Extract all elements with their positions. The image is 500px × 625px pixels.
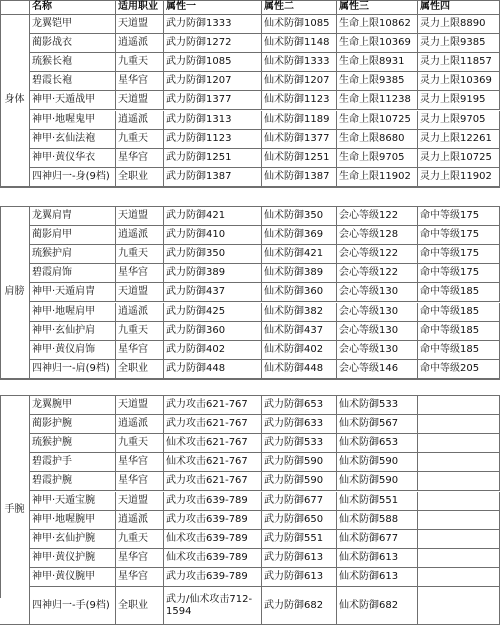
table-cell: 龙翼腕甲	[30, 396, 116, 415]
table-cell: 生命上限11902	[337, 168, 418, 187]
table-cell	[418, 530, 500, 549]
table-cell: 逍遥派	[116, 415, 164, 434]
table-cell: 武力防御590	[262, 453, 337, 472]
table-cell: 仙术防御588	[337, 511, 418, 530]
table-cell: 仙术攻击621-767	[164, 453, 262, 472]
table-cell: 仙术防御1148	[262, 34, 337, 53]
table-cell: 武力防御1272	[164, 34, 262, 53]
table-cell: 武力攻击639-789	[164, 511, 262, 530]
table-cell: 逍遥派	[116, 226, 164, 245]
table-cell: 神甲·玄仙护肩	[30, 322, 116, 341]
table-cell: 仙术防御448	[262, 360, 337, 379]
table-cell: 碧霞护手	[30, 453, 116, 472]
table-cell: 仙术防御682	[337, 587, 418, 625]
table-cell: 仙术防御1251	[262, 149, 337, 168]
table-cell: 武力防御360	[164, 322, 262, 341]
table-cell: 神甲·黄仪护腕	[30, 549, 116, 568]
table-cell: 仙术防御1333	[262, 53, 337, 72]
table-cell: 武力防御1377	[164, 91, 262, 110]
table-cell: 星华宫	[116, 549, 164, 568]
table-cell: 武力防御653	[262, 396, 337, 415]
table-cell: 灵力上限12261	[418, 130, 500, 149]
table-cell: 逍遥派	[116, 511, 164, 530]
table-cell: 武力防御1123	[164, 130, 262, 149]
table-cell: 神甲·天遁战甲	[30, 91, 116, 110]
table-cell: 天道盟	[116, 15, 164, 34]
table-cell: 仙术防御677	[337, 530, 418, 549]
column-header: 属性三	[337, 0, 418, 15]
table-cell: 龙翼肩胄	[30, 207, 116, 226]
section-label: 手腕	[0, 396, 30, 625]
column-header: 适用职业	[116, 0, 164, 15]
table-cell: 武力防御633	[262, 415, 337, 434]
column-header: 属性一	[164, 0, 262, 15]
table-cell: 仙术防御350	[262, 207, 337, 226]
table-cell: 会心等级128	[337, 226, 418, 245]
table-cell: 仙术防御653	[337, 434, 418, 453]
table-cell: 仙术防御369	[262, 226, 337, 245]
table-cell: 武力防御402	[164, 341, 262, 360]
table-cell: 星华宫	[116, 149, 164, 168]
table-cell: 命中等级185	[418, 322, 500, 341]
table-cell	[418, 472, 500, 491]
table-cell: 会心等级122	[337, 264, 418, 283]
table-cell: 蔺影战衣	[30, 34, 116, 53]
table-cell: 命中等级175	[418, 226, 500, 245]
table-cell: 武力防御421	[164, 207, 262, 226]
table-cell: 灵力上限11902	[418, 168, 500, 187]
table-cell: 会心等级130	[337, 322, 418, 341]
table-cell: 仙术攻击621-767	[164, 434, 262, 453]
table-cell	[418, 568, 500, 587]
table-cell: 神甲·黄仪腕甲	[30, 568, 116, 587]
table-cell: 灵力上限10725	[418, 149, 500, 168]
table-cell: 灵力上限9195	[418, 91, 500, 110]
table-cell: 武力防御448	[164, 360, 262, 379]
table-cell: 武力防御590	[262, 472, 337, 491]
table-cell: 仙术防御1377	[262, 130, 337, 149]
table-cell: 仙术攻击639-789	[164, 530, 262, 549]
table-cell: 四神归一-手(9档)	[30, 587, 116, 625]
table-cell: 会心等级130	[337, 303, 418, 322]
table-cell: 九重天	[116, 322, 164, 341]
table-cell: 神甲·玄仙法袍	[30, 130, 116, 149]
column-header: 属性四	[418, 0, 500, 15]
table-cell: 武力防御425	[164, 303, 262, 322]
column-header: 名称	[30, 0, 116, 15]
table-cell	[418, 396, 500, 415]
table-cell: 命中等级185	[418, 283, 500, 302]
table-cell: 九重天	[116, 130, 164, 149]
table-cell: 仙术防御1207	[262, 72, 337, 91]
table-cell: 全职业	[116, 360, 164, 379]
table-cell: 武力防御613	[262, 568, 337, 587]
table-cell: 会心等级130	[337, 341, 418, 360]
table-cell: 蔺影护腕	[30, 415, 116, 434]
table-cell: 仙术防御1387	[262, 168, 337, 187]
table-cell	[418, 587, 500, 625]
table-cell: 会心等级146	[337, 360, 418, 379]
table-cell: 命中等级175	[418, 207, 500, 226]
table-cell: 天道盟	[116, 207, 164, 226]
table-cell: 仙术防御613	[337, 568, 418, 587]
table-cell: 武力攻击639-789	[164, 492, 262, 511]
table-cell: 碧霞护腕	[30, 472, 116, 491]
table-cell: 天道盟	[116, 492, 164, 511]
table-cell: 天道盟	[116, 396, 164, 415]
table-cell: 仙术防御402	[262, 341, 337, 360]
table-cell: 逍遥派	[116, 111, 164, 130]
section-label: 肩膀	[0, 207, 30, 379]
section-label: 身体	[0, 15, 30, 187]
table-cell	[418, 415, 500, 434]
table-cell: 琉猴长袍	[30, 53, 116, 72]
table-cell: 仙术防御1085	[262, 15, 337, 34]
table-cell	[418, 549, 500, 568]
table-cell: 武力防御350	[164, 245, 262, 264]
table-cell: 灵力上限10369	[418, 72, 500, 91]
table-cell: 灵力上限11857	[418, 53, 500, 72]
table-cell: 四神归一-肩(9档)	[30, 360, 116, 379]
table-cell: 星华宫	[116, 72, 164, 91]
table-cell: 武力防御1387	[164, 168, 262, 187]
table-cell: 武力攻击639-789	[164, 568, 262, 587]
table-cell: 天道盟	[116, 91, 164, 110]
table-cell: 会心等级130	[337, 283, 418, 302]
table-cell: 生命上限9705	[337, 149, 418, 168]
table-cell: 仙术防御1123	[262, 91, 337, 110]
table-cell: 武力防御389	[164, 264, 262, 283]
header-blank	[0, 0, 30, 15]
table-cell: 生命上限10725	[337, 111, 418, 130]
table-cell: 仙术防御437	[262, 322, 337, 341]
table-cell: 仙术防御590	[337, 472, 418, 491]
table-cell: 仙术防御613	[337, 549, 418, 568]
table-cell: 命中等级185	[418, 341, 500, 360]
table-cell: 命中等级205	[418, 360, 500, 379]
table-cell	[418, 492, 500, 511]
table-cell: 仙术防御360	[262, 283, 337, 302]
table-cell: 星华宫	[116, 341, 164, 360]
table-cell: 灵力上限9705	[418, 111, 500, 130]
table-cell: 星华宫	[116, 264, 164, 283]
table-cell: 仙术防御389	[262, 264, 337, 283]
table-cell: 武力防御1333	[164, 15, 262, 34]
table-cell: 逍遥派	[116, 303, 164, 322]
table-cell: 全职业	[116, 587, 164, 625]
table-cell: 武力防御682	[262, 587, 337, 625]
table-cell	[418, 434, 500, 453]
table-cell: 武力防御551	[262, 530, 337, 549]
table-cell: 武力防御1207	[164, 72, 262, 91]
table-cell: 逍遥派	[116, 34, 164, 53]
table-cell: 武力防御650	[262, 511, 337, 530]
table-cell: 武力/仙术攻击712-1594	[164, 587, 262, 625]
table-cell: 武力攻击621-767	[164, 472, 262, 491]
table-cell: 武力防御613	[262, 549, 337, 568]
table-cell: 武力防御533	[262, 434, 337, 453]
section-gap	[0, 187, 500, 207]
table-cell: 武力防御677	[262, 492, 337, 511]
table-cell: 龙翼铠甲	[30, 15, 116, 34]
table-cell: 生命上限11238	[337, 91, 418, 110]
table-cell	[418, 453, 500, 472]
table-cell: 神甲·天遁宝腕	[30, 492, 116, 511]
table-cell: 仙术防御533	[337, 396, 418, 415]
table-cell: 武力防御1313	[164, 111, 262, 130]
table-cell: 神甲·地喔肩甲	[30, 303, 116, 322]
table-cell: 生命上限8680	[337, 130, 418, 149]
table-cell: 九重天	[116, 245, 164, 264]
table-cell: 神甲·地喔鬼甲	[30, 111, 116, 130]
table-cell: 星华宫	[116, 472, 164, 491]
column-header: 属性二	[262, 0, 337, 15]
table-cell: 全职业	[116, 168, 164, 187]
table-cell: 仙术防御590	[337, 453, 418, 472]
table-cell: 碧霞肩饰	[30, 264, 116, 283]
table-cell: 仙术防御551	[337, 492, 418, 511]
table-cell: 星华宫	[116, 568, 164, 587]
table-cell: 神甲·黄仪华衣	[30, 149, 116, 168]
table-cell: 武力防御1085	[164, 53, 262, 72]
table-cell: 星华宫	[116, 453, 164, 472]
table-cell: 琉猴护肩	[30, 245, 116, 264]
section-gap	[0, 379, 500, 396]
table-cell: 神甲·黄仪肩饰	[30, 341, 116, 360]
table-cell: 仙术防御382	[262, 303, 337, 322]
table-cell: 武力攻击621-767	[164, 396, 262, 415]
table-cell: 仙术防御567	[337, 415, 418, 434]
table-cell: 生命上限10369	[337, 34, 418, 53]
table-cell: 琉猴护腕	[30, 434, 116, 453]
table-cell: 仙术攻击639-789	[164, 549, 262, 568]
table-cell: 命中等级175	[418, 245, 500, 264]
table-cell: 武力防御410	[164, 226, 262, 245]
table-cell: 生命上限10862	[337, 15, 418, 34]
table-cell: 会心等级122	[337, 245, 418, 264]
table-cell: 碧霞长袍	[30, 72, 116, 91]
table-cell: 蔺影肩甲	[30, 226, 116, 245]
table-cell: 神甲·地喔腕甲	[30, 511, 116, 530]
table-cell: 生命上限8931	[337, 53, 418, 72]
table-cell: 天道盟	[116, 283, 164, 302]
table-cell: 灵力上限9385	[418, 34, 500, 53]
table-cell: 命中等级175	[418, 264, 500, 283]
table-cell: 仙术防御421	[262, 245, 337, 264]
table-cell: 灵力上限8890	[418, 15, 500, 34]
table-cell: 仙术防御1189	[262, 111, 337, 130]
table-cell: 武力防御437	[164, 283, 262, 302]
table-cell: 神甲·天遁肩胄	[30, 283, 116, 302]
table-cell: 四神归一-身(9档)	[30, 168, 116, 187]
table-cell: 九重天	[116, 434, 164, 453]
table-cell: 神甲·玄仙护腕	[30, 530, 116, 549]
table-cell: 九重天	[116, 530, 164, 549]
table-cell: 生命上限9385	[337, 72, 418, 91]
table-cell: 命中等级185	[418, 303, 500, 322]
table-cell: 武力防御1251	[164, 149, 262, 168]
table-cell: 武力攻击621-767	[164, 415, 262, 434]
table-cell	[418, 511, 500, 530]
table-cell: 九重天	[116, 53, 164, 72]
table-cell: 会心等级122	[337, 207, 418, 226]
